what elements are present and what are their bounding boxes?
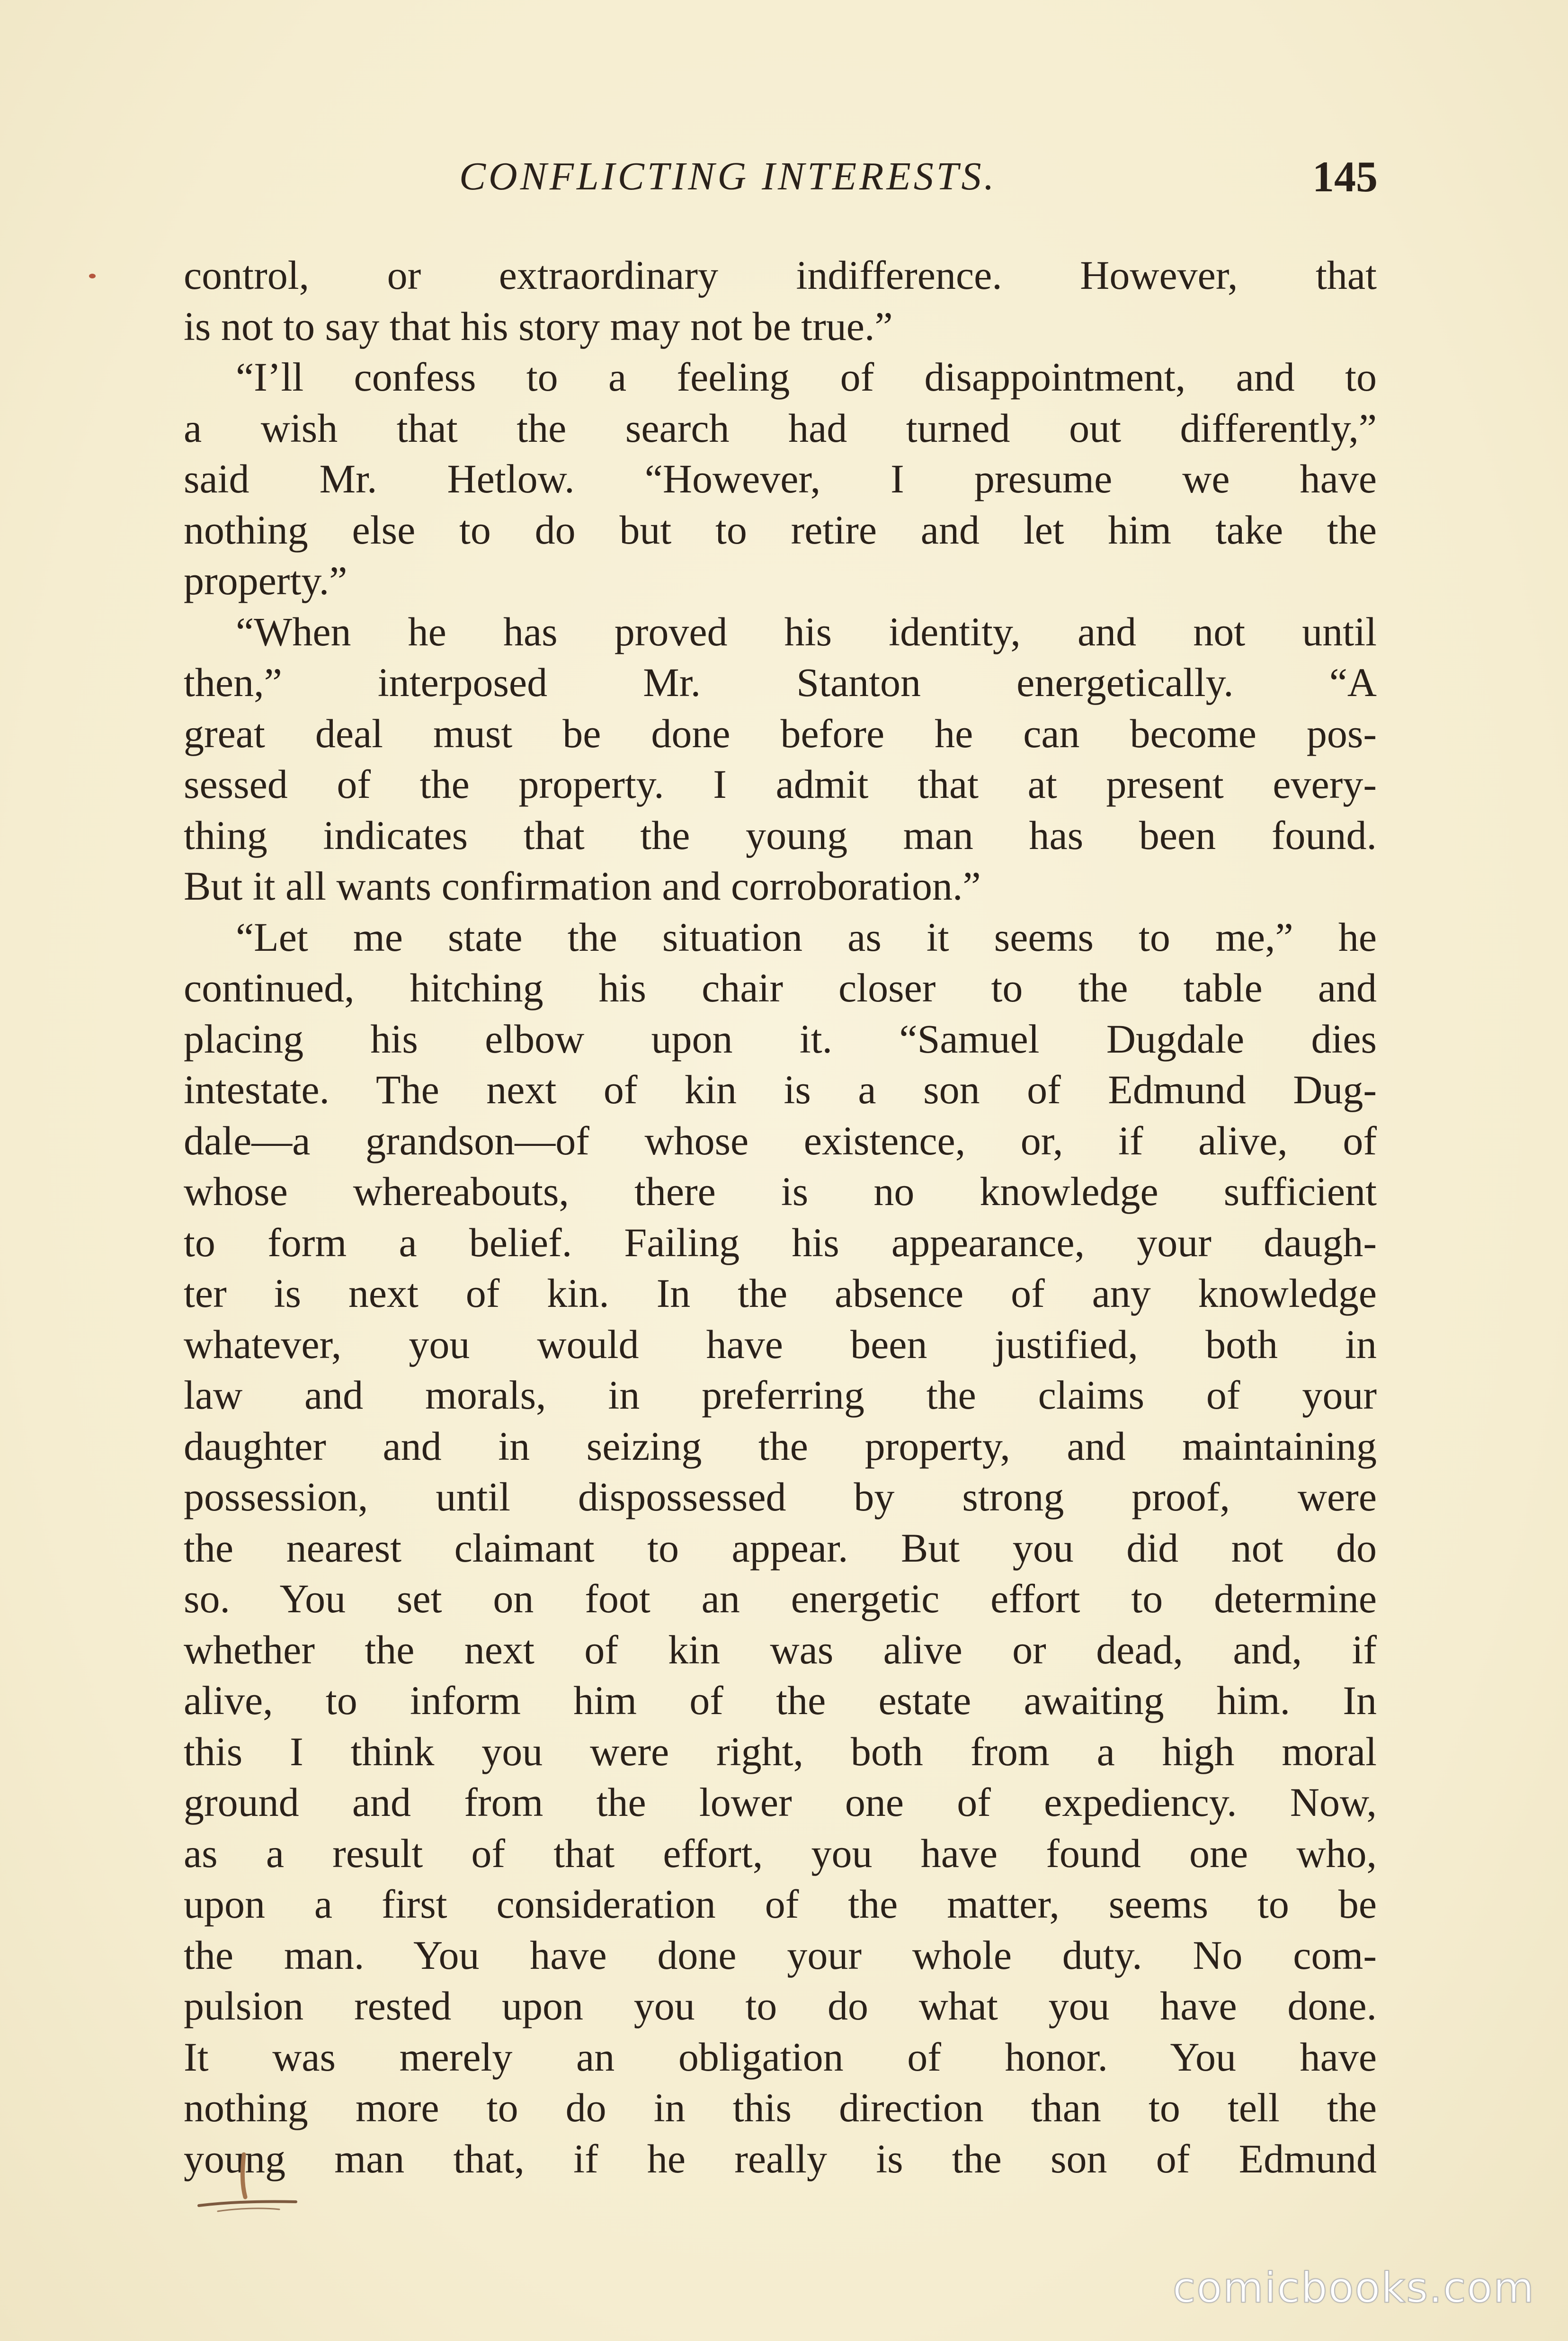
text-line: upon a first consideration of the matter, seems to be	[184, 1881, 1377, 1927]
text-line: whatever, you would have been justified, both in	[184, 1321, 1377, 1367]
text-line: daughter and in seizing the property, and maintaining	[184, 1423, 1377, 1469]
text-line: “I’ll confess to a feeling of disappointment, and to	[236, 354, 1377, 400]
text-line: thing indicates that the young man has been found.	[184, 812, 1377, 858]
text-line: It was merely an obligation of honor. You have	[184, 2034, 1377, 2080]
text-line: But it all wants confirmation and corroboration.”	[184, 863, 981, 909]
text-line: nothing more to do in this direction than to tell the	[184, 2085, 1377, 2130]
text-line: the nearest claimant to appear. But you did not do	[184, 1525, 1377, 1571]
margin-ink-dot	[89, 274, 96, 278]
text-line: then,” interposed Mr. Stanton energetically. “A	[184, 660, 1377, 705]
text-line: said Mr. Hetlow. “However, I presume we have	[184, 456, 1377, 501]
text-line: ter is next of kin. In the absence of any knowledge	[184, 1270, 1377, 1316]
text-line: whose whereabouts, there is no knowledge sufficient	[184, 1169, 1377, 1214]
text-line: ground and from the lower one of expediency. Now,	[184, 1779, 1377, 1825]
body-text	[184, 250, 1377, 2184]
text-line: continued, hitching his chair closer to the table and	[184, 965, 1377, 1010]
text-line: placing his elbow upon it. “Samuel Dugdale dies	[184, 1016, 1377, 1062]
pencil-annotation-mark	[189, 2150, 303, 2225]
watermark: comicbooks.com	[1172, 2263, 1535, 2312]
text-line: the man. You have done your whole duty. No com-	[184, 1932, 1377, 1978]
text-line: alive, to inform him of the estate awaiting him. In	[184, 1678, 1377, 1723]
running-head-title: CONFLICTING INTERESTS.	[459, 154, 997, 198]
text-line: as a result of that effort, you have found one who,	[184, 1830, 1377, 1876]
text-line: great deal must be done before he can become pos-	[184, 710, 1377, 756]
text-line: a wish that the search had turned out differently,”	[184, 405, 1377, 451]
text-line: to form a belief. Failing his appearance, your daugh-	[184, 1219, 1377, 1265]
text-line: sessed of the property. I admit that at present every-	[184, 761, 1377, 807]
text-line: law and morals, in preferring the claims of your	[184, 1372, 1377, 1418]
text-line: so. You set on foot an energetic effort to determine	[184, 1576, 1377, 1621]
text-line: “Let me state the situation as it seems to me,” he	[236, 914, 1377, 960]
text-line: dale—a grandson—of whose existence, or, if alive, of	[184, 1117, 1377, 1163]
text-line: this I think you were right, both from a high moral	[184, 1728, 1377, 1774]
text-line: possession, until dispossessed by strong proof, were	[184, 1474, 1377, 1519]
text-line: nothing else to do but to retire and let him take the	[184, 507, 1377, 553]
text-line: pulsion rested upon you to do what you have done.	[184, 1983, 1377, 2028]
text-line: young man that, if he really is the son of Edmund	[184, 2135, 1377, 2181]
text-line: “When he has proved his identity, and not until	[236, 608, 1377, 654]
text-line: intestate. The next of kin is a son of Edmund Dug-	[184, 1067, 1377, 1112]
text-line: is not to say that his story may not be true.”	[184, 303, 893, 349]
running-head	[185, 151, 1378, 203]
page-number: 145	[1312, 152, 1378, 201]
text-line: control, or extraordinary indifference. However, that	[184, 252, 1377, 298]
text-line: property.”	[184, 558, 347, 603]
text-line: whether the next of kin was alive or dead, and, if	[184, 1626, 1377, 1672]
